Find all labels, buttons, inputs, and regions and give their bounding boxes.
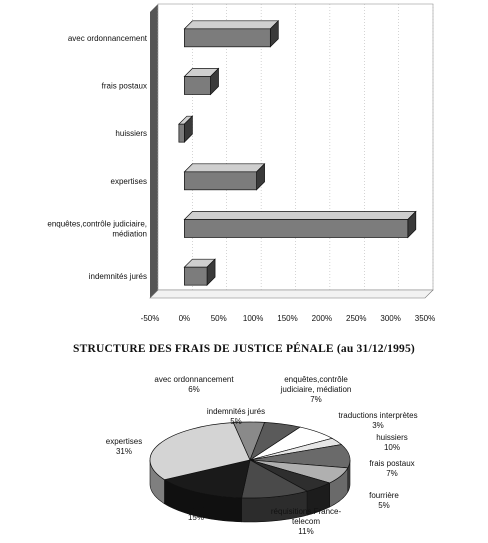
pie-label-percent: 7% bbox=[310, 395, 322, 404]
pie-label-percent: 5% bbox=[378, 501, 390, 510]
pie-top bbox=[150, 422, 350, 498]
bar-top-face bbox=[184, 164, 264, 172]
pie-label-percent: 7% bbox=[386, 469, 398, 478]
bar-front-face bbox=[184, 29, 270, 47]
pie-label bbox=[369, 491, 399, 510]
pie-label-percent: 5% bbox=[230, 417, 242, 426]
pie-label bbox=[185, 503, 206, 522]
x-tick-label: 100% bbox=[242, 314, 264, 323]
pie-label-percent: 6% bbox=[188, 385, 200, 394]
pie-label-text: indemnités jurés bbox=[206, 407, 266, 416]
bar bbox=[184, 164, 264, 190]
x-tick-label: 250% bbox=[346, 314, 367, 323]
pie-label-text: telecom bbox=[291, 517, 321, 526]
pie-label-text: divers bbox=[185, 503, 207, 512]
pie-label-percent: 31% bbox=[115, 447, 133, 456]
pie-chart bbox=[0, 330, 488, 543]
pie-label bbox=[154, 375, 234, 394]
pie-label-text: frais postaux bbox=[369, 459, 415, 468]
x-tick-label: 300% bbox=[380, 314, 401, 323]
bar-chart-floor bbox=[150, 290, 433, 298]
pie-label-percent: 15% bbox=[187, 513, 205, 522]
bar bbox=[184, 259, 215, 285]
category-label: enquêtes,contrôle judiciaire, bbox=[47, 219, 147, 229]
bar-front-face bbox=[179, 124, 185, 142]
x-tick-label: 50% bbox=[210, 314, 227, 323]
bar-top-face bbox=[184, 212, 415, 220]
x-tick-label: 350% bbox=[414, 314, 436, 323]
bar bbox=[184, 69, 218, 95]
pie-label-text: réquisitions France- bbox=[270, 507, 342, 516]
category-label: frais postaux bbox=[101, 81, 147, 91]
category-label: indemnités jurés bbox=[88, 272, 147, 282]
category-label: médiation bbox=[112, 229, 147, 239]
bar bbox=[184, 212, 415, 238]
bar-front-face bbox=[184, 220, 407, 238]
pie-title-text: STRUCTURE DES FRAIS DE JUSTICE PÉNALE bbox=[73, 343, 334, 355]
category-label: huissiers bbox=[115, 129, 147, 139]
bar-chart-side-wall bbox=[150, 4, 158, 298]
pie-label-text: expertises bbox=[105, 437, 143, 446]
bar-top-face bbox=[184, 21, 278, 29]
pie-label bbox=[376, 433, 408, 452]
pie-label bbox=[271, 507, 342, 536]
pie-label-text: traductions interprètes bbox=[338, 411, 418, 420]
bar bbox=[184, 21, 278, 47]
pie-label bbox=[106, 437, 142, 456]
pie-label-percent: 10% bbox=[383, 443, 401, 452]
pie-label bbox=[338, 411, 417, 430]
x-tick-label: 0% bbox=[178, 314, 191, 323]
pie-label-text: judiciaire, médiation bbox=[280, 385, 352, 394]
category-label: avec ordonnancement bbox=[67, 33, 147, 43]
pie-subtitle-text: (au 31/12/1995) bbox=[336, 343, 415, 355]
pie-label bbox=[280, 375, 352, 404]
pie-label-text: huissiers bbox=[376, 433, 408, 442]
bar-front-face bbox=[184, 77, 210, 95]
pie-label bbox=[369, 459, 414, 478]
bar bbox=[179, 116, 193, 142]
x-tick-label: 150% bbox=[277, 314, 298, 323]
pie-label-text: fourrière bbox=[369, 491, 399, 500]
pie-label-percent: 3% bbox=[372, 421, 384, 430]
pie-label-text: avec ordonnancement bbox=[154, 375, 234, 384]
bar-front-face bbox=[184, 267, 207, 285]
bar-front-face bbox=[184, 172, 256, 190]
pie-label-text: enquêtes,contrôle bbox=[284, 375, 348, 384]
x-tick-label: -50% bbox=[140, 314, 160, 323]
x-tick-label: 200% bbox=[311, 314, 333, 323]
pie-label-percent: 11% bbox=[298, 527, 314, 536]
category-label: expertises bbox=[110, 176, 147, 186]
